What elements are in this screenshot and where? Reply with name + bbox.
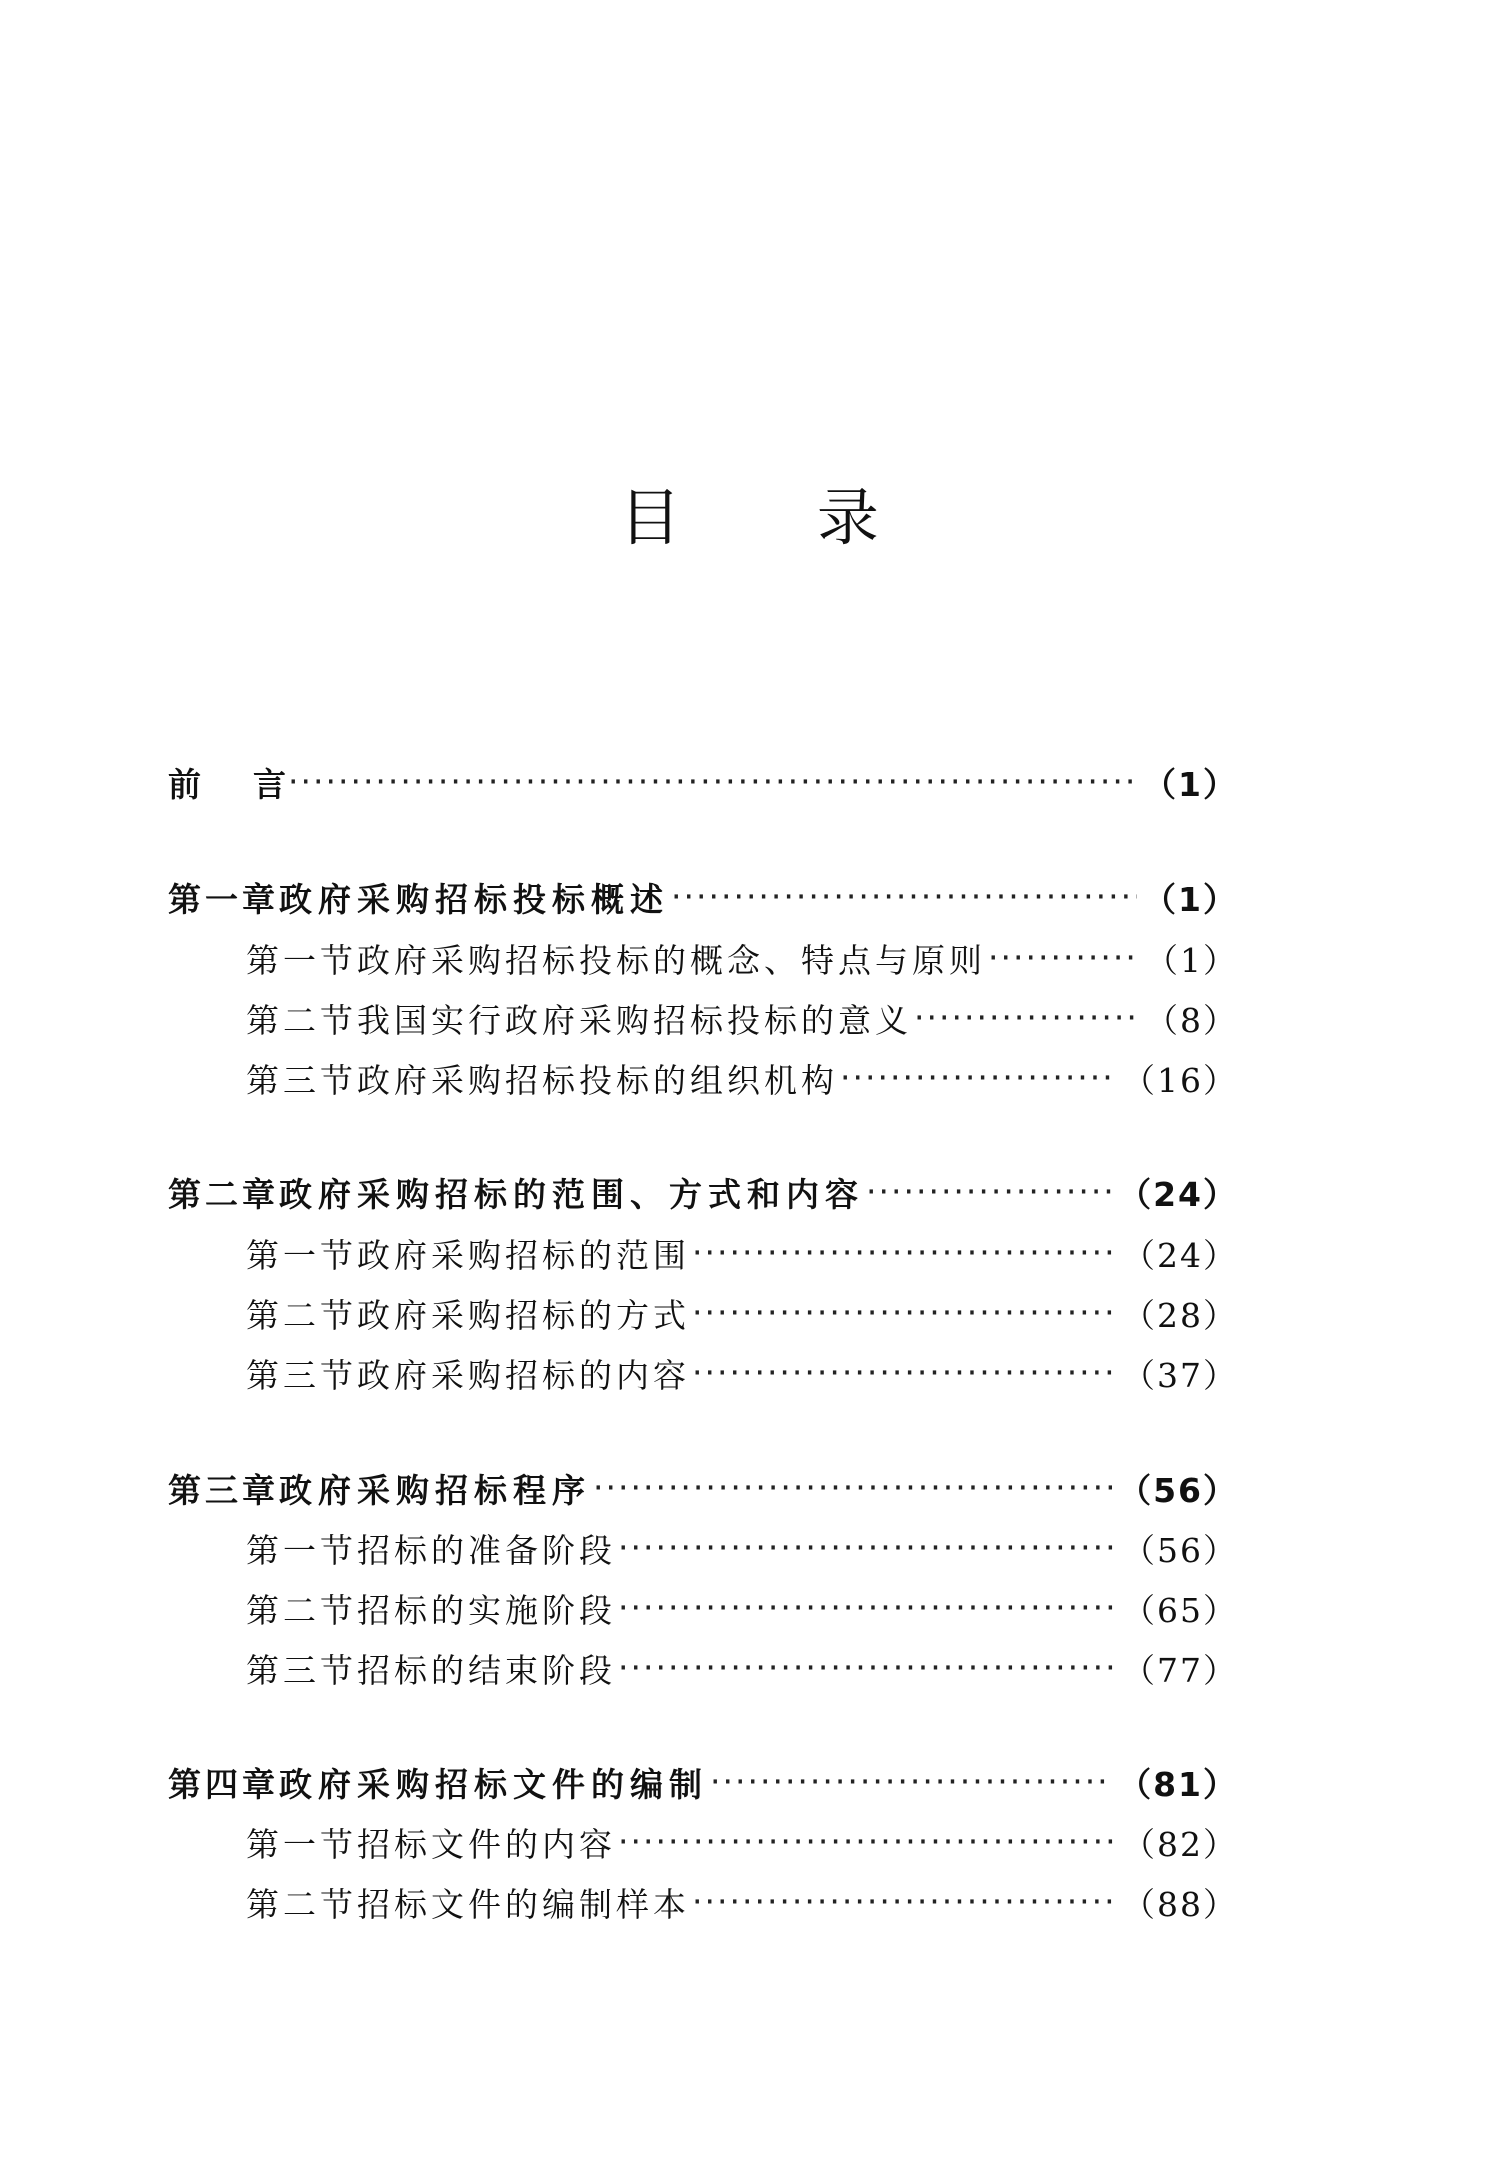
toc-section[interactable]: [246, 1880, 1238, 1930]
section-label: 第一节: [246, 1236, 357, 1275]
section-label: 第三节: [246, 1061, 357, 1100]
section-title: 政府采购招标投标的组织机构: [357, 1061, 838, 1100]
section-title: 政府采购招标的方式: [357, 1296, 690, 1335]
dot-leader: [288, 757, 1137, 807]
dot-leader: [692, 1288, 1116, 1338]
section-label: 第一节: [246, 941, 357, 980]
toc-page-number: （82）: [1122, 1825, 1238, 1864]
section-title: 我国实行政府采购招标投标的意义: [357, 1001, 912, 1040]
page-title: 目 录: [619, 481, 937, 554]
dot-leader: [866, 1167, 1112, 1217]
section-title: 招标文件的编制样本: [357, 1885, 690, 1924]
dot-leader: [618, 1817, 1116, 1867]
dot-leader: [710, 1757, 1112, 1807]
section-title: 招标的实施阶段: [357, 1591, 616, 1630]
toc-page-number: （56）: [1122, 1531, 1238, 1570]
toc-page-number: （37）: [1122, 1356, 1238, 1395]
dot-leader: [840, 1053, 1116, 1103]
toc-page-number: （56）: [1118, 1471, 1238, 1510]
chapter-label: 第二章: [168, 1175, 279, 1214]
toc-chapter-1[interactable]: [168, 875, 1238, 925]
section-label: 第二节: [246, 1001, 357, 1040]
toc-page-number: （88）: [1122, 1885, 1238, 1924]
dot-leader: [618, 1643, 1116, 1693]
toc-page-number: （16）: [1122, 1061, 1238, 1100]
dot-leader: [988, 933, 1139, 983]
section-title: 政府采购招标投标的概念、特点与原则: [357, 941, 986, 980]
toc-section[interactable]: [246, 1351, 1238, 1401]
chapter-title: 政府采购招标程序: [279, 1471, 591, 1510]
chapter-label: 第一章: [168, 880, 279, 919]
toc-chapter-2[interactable]: [168, 1170, 1238, 1220]
section-title: 招标的结束阶段: [357, 1651, 616, 1690]
toc-entry-preface[interactable]: [168, 760, 1238, 810]
toc-page-number: （81）: [1118, 1765, 1238, 1804]
section-title: 政府采购招标的范围: [357, 1236, 690, 1275]
toc-section[interactable]: [246, 1231, 1238, 1281]
section-label: 第二节: [246, 1591, 357, 1630]
dot-leader: [593, 1463, 1112, 1513]
toc-section[interactable]: [246, 1056, 1238, 1106]
toc-section[interactable]: [246, 1291, 1238, 1341]
toc-page-number: （24）: [1118, 1175, 1238, 1214]
dot-leader: [671, 872, 1137, 922]
dot-leader: [914, 993, 1139, 1043]
chapter-title: 政府采购招标文件的编制: [279, 1765, 708, 1804]
chapter-title: 政府采购招标的范围、方式和内容: [279, 1175, 864, 1214]
dot-leader: [618, 1583, 1116, 1633]
toc-section[interactable]: [246, 1646, 1238, 1696]
toc-chapter-3[interactable]: [168, 1466, 1238, 1516]
section-title: 招标文件的内容: [357, 1825, 616, 1864]
toc-section[interactable]: [246, 936, 1238, 986]
section-label: 第三节: [246, 1651, 357, 1690]
dot-leader: [618, 1523, 1116, 1573]
section-label: 第一节: [246, 1825, 357, 1864]
chapter-label: 第三章: [168, 1471, 279, 1510]
section-label: 第二节: [246, 1296, 357, 1335]
toc-page-number: （77）: [1122, 1651, 1238, 1690]
chapter-label: 第四章: [168, 1765, 279, 1804]
toc-section[interactable]: [246, 996, 1238, 1046]
dot-leader: [692, 1228, 1116, 1278]
section-title: 招标的准备阶段: [357, 1531, 616, 1570]
toc-page-number: （65）: [1122, 1591, 1238, 1630]
toc-page-number: （1）: [1145, 941, 1238, 980]
section-label: 第三节: [246, 1356, 357, 1395]
section-title: 政府采购招标的内容: [357, 1356, 690, 1395]
section-label: 第一节: [246, 1531, 357, 1570]
toc-entry-label: 前言: [168, 765, 338, 804]
toc-section[interactable]: [246, 1586, 1238, 1636]
toc-section[interactable]: [246, 1526, 1238, 1576]
toc-page-number: （28）: [1122, 1296, 1238, 1335]
toc-page-number: （24）: [1122, 1236, 1238, 1275]
dot-leader: [692, 1348, 1116, 1398]
toc-section[interactable]: [246, 1820, 1238, 1870]
toc-chapter-4[interactable]: [168, 1760, 1238, 1810]
toc-page-number: （1）: [1143, 880, 1238, 919]
dot-leader: [692, 1877, 1116, 1927]
toc-page-number: （8）: [1145, 1001, 1238, 1040]
section-label: 第二节: [246, 1885, 357, 1924]
toc-page-number: （1）: [1143, 765, 1238, 804]
chapter-title: 政府采购招标投标概述: [279, 880, 669, 919]
